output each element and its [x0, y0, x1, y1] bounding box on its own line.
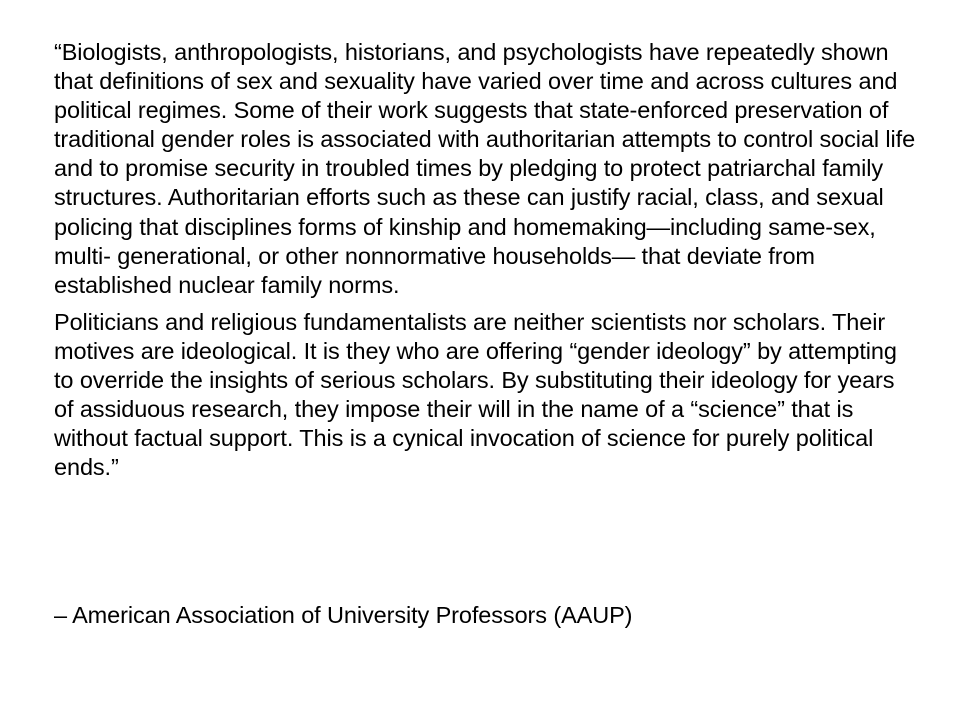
quote-attribution: – American Association of University Professors (AAUP)	[54, 602, 633, 628]
quote-paragraph-2: Politicians and religious fundamentalists are neither scientists nor scholars. Their motives are ideological. It is they who are offering “gender ideology” by attempting to override the insights of serious scholars. By substituting their ideology for years of assiduous research, they impose their will in the name of a “science” that is without factual support. This is a cynical invocation of science for purely political ends.”	[54, 308, 897, 481]
quote-text-block	[54, 38, 916, 482]
quote-paragraph-1: “Biologists, anthropologists, historians, and psychologists have repeatedly shown that definitions of sex and sexuality have varied over time and across cultures and political regimes. Some of their work suggests that state-enforced preservation of traditional gender roles is associated with authoritarian attempts to control social life and to promise security in troubled times by pledging to protect patriarchal family structures. Authoritarian efforts such as these can justify racial, class, and sexual policing that disciplines forms of kinship and homemaking—including same-sex, multi- generational, or other nonnormative households— that deviate from established nuclear family norms.	[54, 39, 916, 298]
